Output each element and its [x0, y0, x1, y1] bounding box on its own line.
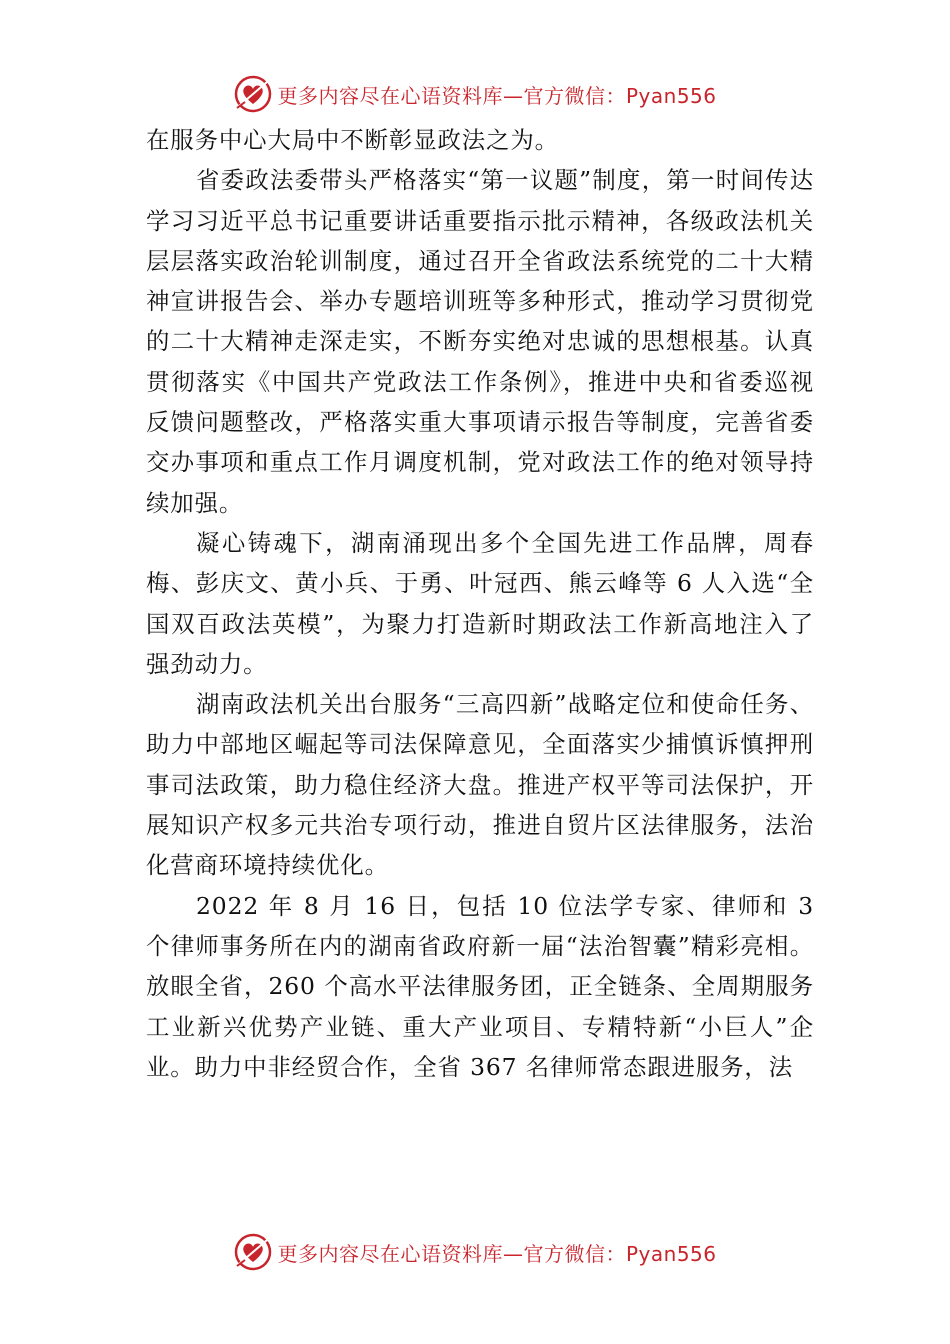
wechat-handle: Pyan556	[625, 1241, 717, 1266]
paragraph: 凝心铸魂下，湖南涌现出多个全国先进工作品牌，周春梅、彭庆文、黄小兵、于勇、叶冠西、熊云峰等 6 人入选“全国双百政法英模”，为聚力打造新时期政法工作新高地注入了强劲动力。	[146, 528, 814, 678]
heart-logo-icon	[233, 1232, 273, 1272]
paragraph: 省委政法委带头严格落实“第一议题”制度，第一时间传达学习习近平总书记重要讲话重要指示批示精神，各级政法机关层层落实政治轮训制度，通过召开全省政法系统党的二十大精神宣讲报告会、举办专题培训班等多种形式，推动学习贯彻党的二十大精神走深走实，不断夯实绝对忠诚的思想根基。认真贯彻落实《中国共产党政法工作条例》，推进中央和省委巡视反馈问题整改，严格落实重大事项请示报告等制度，完善省委交办事项和重点工作月调度机制，党对政法工作的绝对领导持续加强。	[146, 166, 814, 517]
paragraph: 2022 年 8 月 16 日，包括 10 位法学专家、律师和 3 个律师事务所在内的湖南省政府新一届“法治智囊”精彩亮相。放眼全省，260 个高水平法律服务团，正全链条、全周期服务工业新兴优势产业链、重大产业项目、专精特新“小巨人”企业。助力中非经贸合作，全省 367 名律师常态跟进服务，法	[146, 891, 814, 1081]
document-body	[146, 120, 814, 1087]
banner-text	[277, 1238, 716, 1267]
banner-text	[277, 80, 716, 109]
heart-logo-icon	[233, 74, 273, 114]
banner-label: 更多内容尽在心语资料库—官方微信：	[277, 1241, 626, 1266]
paragraph: 湖南政法机关出台服务“三高四新”战略定位和使命任务、助力中部地区崛起等司法保障意见，全面落实少捕慎诉慎押刑事司法政策，助力稳住经济大盘。推进产权平等司法保护，开展知识产权多元共治专项行动，推进自贸片区法律服务，法治化营商环境持续优化。	[146, 690, 814, 880]
paragraph: 在服务中心大局中不断彰显政法之为。	[146, 126, 559, 154]
footer-banner	[0, 1228, 950, 1276]
banner-label: 更多内容尽在心语资料库—官方微信：	[277, 83, 626, 108]
wechat-handle: Pyan556	[625, 83, 717, 108]
header-banner	[0, 70, 950, 118]
